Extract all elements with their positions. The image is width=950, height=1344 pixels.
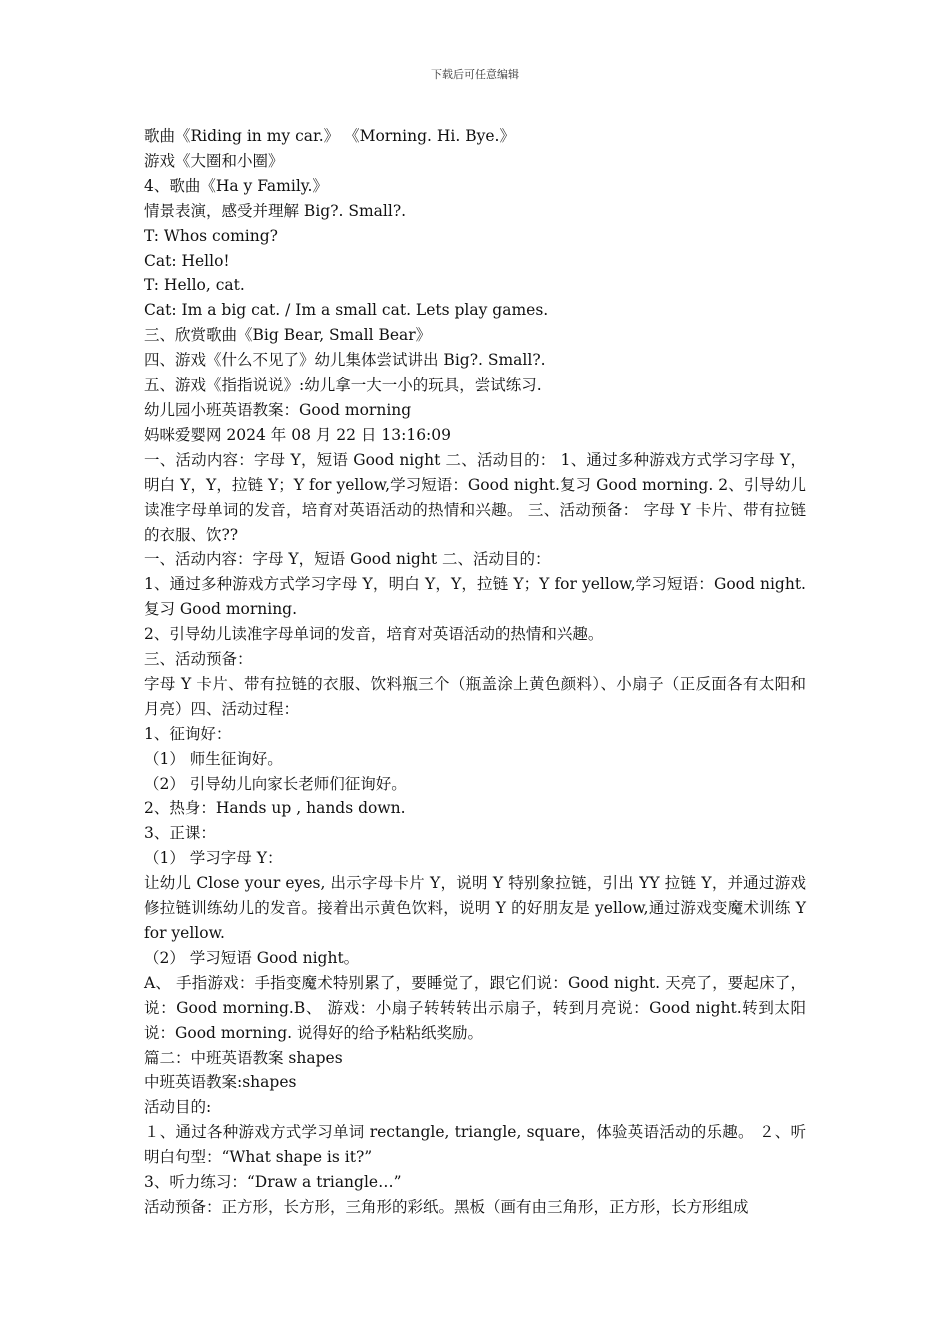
text-line: 一、活动内容：字母 Y，短语 Good night 二、活动目的：	[144, 550, 551, 569]
text-line: 2、热身：Hands up , hands down.	[144, 799, 406, 818]
text-line: （2） 引导幼儿向家长老师们征询好。	[144, 774, 407, 793]
paragraph: 1、通过多种游戏方式学习字母 Y，明白 Y，Y，拉链 Y；Y for yellow,学习短语：Good night.复习 Good morning.	[144, 575, 806, 619]
text-line: Cat: Im a big cat. / Im a small cat. Lets play games.	[144, 301, 549, 320]
text-line: 3、听力练习：“Draw a triangle…”	[144, 1173, 402, 1192]
page-header: 下载后可任意编辑	[431, 68, 519, 81]
paragraph: 让幼儿 Close your eyes, 出示字母卡片 Y，说明 Y 特别象拉链，引出 YY 拉链 Y，并通过游戏修拉链训练幼儿的发音。接着出示黄色饮料，说明 Y 的好朋友是 yellow,通过游戏变魔术训练 Y for yellow.	[144, 874, 806, 942]
text-line: （2） 学习短语 Good night。	[144, 948, 360, 967]
text-line: （1） 师生征询好。	[144, 749, 283, 768]
text-line: 五、游戏《指指说说》:幼儿拿一大一小的玩具，尝试练习.	[144, 376, 542, 395]
text-line: Cat: Hello!	[144, 251, 230, 270]
text-line: 三、活动预备：	[144, 650, 253, 669]
document-body	[144, 124, 806, 1220]
paragraph: 一、活动内容：字母 Y，短语 Good night 二、活动目的： 1、通过多种游戏方式学习字母 Y，明白 Y，Y，拉链 Y；Y for yellow,学习短语：Good night.复习 Good morning. 2、引导幼儿读准字母单词的发音，培育对英语活动的热情和兴趣。 三、活动预备： 字母 Y 卡片、带有拉链的衣服、饮??	[144, 450, 806, 544]
text-line: 活动目的:	[144, 1098, 212, 1117]
paragraph: 字母 Y 卡片、带有拉链的衣服、饮料瓶三个（瓶盖涂上黄色颜料）、小扇子（正反面各有太阳和月亮）四、活动过程：	[144, 674, 806, 718]
text-line: 活动预备：正方形，长方形，三角形的彩纸。黑板（画有由三角形，正方形，长方形组成	[144, 1197, 749, 1216]
text-line: 4、歌曲《Ha y Family.》	[144, 176, 328, 195]
text-line: 中班英语教案:shapes	[144, 1073, 297, 1092]
text-line: 四、游戏《什么不见了》幼儿集体尝试讲出 Big?. Small?.	[144, 351, 546, 370]
text-line: 游戏《大圈和小圈》	[144, 151, 284, 170]
text-line: 幼儿园小班英语教案：Good morning	[144, 400, 412, 419]
text-line: T: Whos coming?	[144, 226, 278, 245]
paragraph: １、通过各种游戏方式学习单词 rectangle, triangle, square，体验英语活动的乐趣。 ２、听明白句型：“What shape is it?”	[144, 1123, 806, 1167]
text-line: 2、引导幼儿读准字母单词的发音，培育对英语活动的热情和兴趣。	[144, 625, 604, 644]
text-line: 三、欣赏歌曲《Big Bear, Small Bear》	[144, 326, 432, 345]
text-line: 3、正课：	[144, 824, 216, 843]
text-line: 歌曲《Riding in my car.》 《Morning. Hi. Bye.》	[144, 127, 515, 145]
text-line: T: Hello, cat.	[144, 276, 245, 295]
text-line: 妈咪爱婴网 2024 年 08 月 22 日 13:16:09	[144, 425, 451, 444]
text-line: 情景表演，感受并理解 Big?. Small?.	[144, 201, 407, 220]
text-line: （1） 学习字母 Y：	[144, 849, 283, 868]
text-line: 篇二：中班英语教案 shapes	[144, 1048, 343, 1067]
paragraph: A、 手指游戏：手指变魔术特别累了，要睡觉了，跟它们说：Good night. 天亮了，要起床了，说：Good morning.B、 游戏：小扇子转转转出示扇子，转到月亮说：Good night.转到太阳说：Good morning. 说得好的给予粘粘纸奖励。	[144, 973, 806, 1042]
text-line: 1、征询好：	[144, 724, 232, 743]
